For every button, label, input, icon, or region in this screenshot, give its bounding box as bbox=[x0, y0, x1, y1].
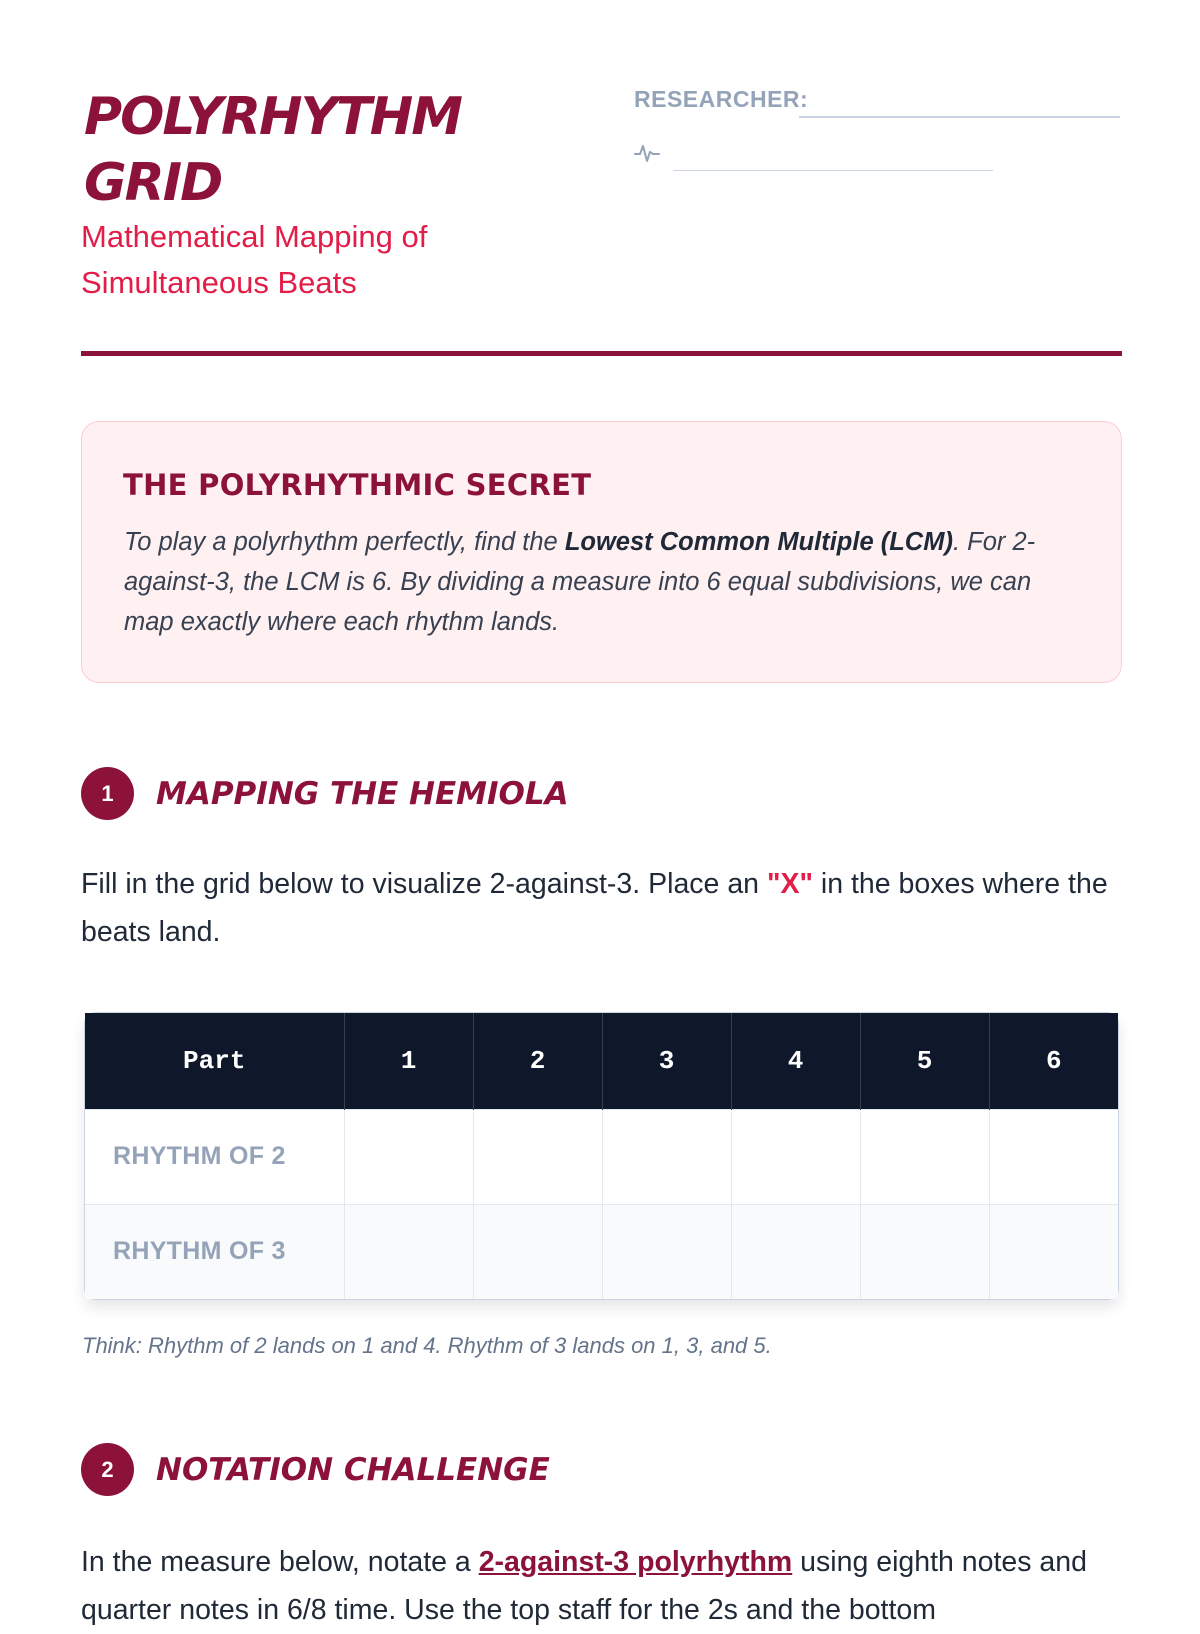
section-2-heading bbox=[81, 1443, 550, 1496]
pulse-input-line[interactable] bbox=[673, 170, 993, 171]
grid-cell[interactable] bbox=[860, 1109, 989, 1204]
lcm-callout bbox=[81, 421, 1122, 683]
grid-cell[interactable] bbox=[860, 1204, 989, 1299]
section-1-number-badge: 1 bbox=[81, 767, 134, 820]
section-1-heading bbox=[81, 767, 569, 820]
section-2-instr-after: using eighth notes and quarter notes in 6/8 time. Use the top staff for the 2s and the bottom bbox=[81, 1546, 1087, 1626]
section-2-number-badge: 2 bbox=[81, 1443, 134, 1496]
header-beat-3: 3 bbox=[602, 1013, 731, 1109]
header-part: Part bbox=[85, 1013, 344, 1109]
page-title: POLYRHYTHM GRID bbox=[84, 87, 461, 213]
grid-cell[interactable] bbox=[602, 1204, 731, 1299]
section-2-instr-before: In the measure below, notate a bbox=[81, 1546, 479, 1578]
polyrhythm-link[interactable]: 2-against-3 polyrhythm bbox=[478, 1546, 793, 1578]
researcher-label: RESEARCHER: bbox=[634, 86, 809, 112]
pulse-icon bbox=[634, 140, 660, 166]
table-row-rhythm-3 bbox=[85, 1204, 1118, 1299]
callout-text bbox=[124, 522, 1074, 642]
researcher-input-line[interactable] bbox=[799, 116, 1120, 118]
callout-text-before: To play a polyrhythm perfectly, find the bbox=[124, 528, 565, 556]
header-beat-5: 5 bbox=[860, 1013, 989, 1109]
hemiola-grid bbox=[84, 1012, 1119, 1300]
grid-cell[interactable] bbox=[344, 1109, 473, 1204]
section-2-title: NOTATION CHALLENGE bbox=[156, 1451, 550, 1488]
grid-cell[interactable] bbox=[344, 1204, 473, 1299]
x-mark: "X" bbox=[766, 868, 813, 900]
header-beat-2: 2 bbox=[473, 1013, 602, 1109]
section-1-instructions bbox=[81, 860, 1121, 956]
header-beat-1: 1 bbox=[344, 1013, 473, 1109]
table-row-rhythm-2 bbox=[85, 1109, 1118, 1204]
worksheet-header bbox=[81, 82, 1122, 356]
grid-cell[interactable] bbox=[473, 1109, 602, 1204]
section-1-instr-before: Fill in the grid below to visualize 2-against-3. Place an bbox=[81, 868, 767, 900]
grid-hint: Think: Rhythm of 2 lands on 1 and 4. Rhythm of 3 lands on 1, 3, and 5. bbox=[82, 1333, 772, 1358]
researcher-field bbox=[634, 86, 808, 113]
grid-cell[interactable] bbox=[989, 1109, 1118, 1204]
hemiola-table bbox=[85, 1013, 1118, 1299]
header-beat-6: 6 bbox=[989, 1013, 1118, 1109]
page-subtitle: Mathematical Mapping of Simultaneous Beats bbox=[81, 219, 428, 300]
row-label-rhythm-2: RHYTHM OF 2 bbox=[85, 1109, 344, 1204]
grid-cell[interactable] bbox=[731, 1109, 860, 1204]
grid-cell[interactable] bbox=[989, 1204, 1118, 1299]
header-beat-4: 4 bbox=[731, 1013, 860, 1109]
table-header-row bbox=[85, 1013, 1118, 1109]
grid-cell[interactable] bbox=[731, 1204, 860, 1299]
section-1-instr-after: in the boxes where the beats land. bbox=[81, 868, 1108, 948]
callout-text-bold: Lowest Common Multiple (LCM) bbox=[564, 528, 953, 556]
callout-title: THE POLYRHYTHMIC SECRET bbox=[123, 468, 592, 502]
row-label-rhythm-3: RHYTHM OF 3 bbox=[85, 1204, 344, 1299]
callout-text-after: . For 2-against-3, the LCM is 6. By dividing a measure into 6 equal subdivisions, we can map exactly where each rhythm lands. bbox=[124, 528, 1036, 636]
grid-cell[interactable] bbox=[602, 1109, 731, 1204]
grid-cell[interactable] bbox=[473, 1204, 602, 1299]
section-2-instructions bbox=[81, 1538, 1121, 1634]
section-1-title: MAPPING THE HEMIOLA bbox=[156, 775, 569, 812]
